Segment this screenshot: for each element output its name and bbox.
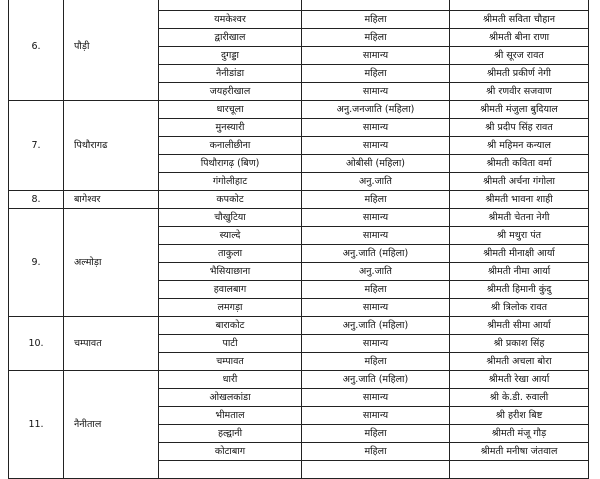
chairperson-name-cell: श्रीमती नीमा आर्या	[450, 263, 589, 281]
block-cell	[159, 0, 302, 11]
block-cell: मुनस्यारी	[159, 119, 302, 137]
block-cell: भीमताल	[159, 407, 302, 425]
category-cell: महिला	[302, 443, 450, 461]
chairperson-name-cell: श्रीमती मंजू गौड़	[450, 425, 589, 443]
category-cell: अनु.जाति (महिला)	[302, 371, 450, 389]
chairperson-name-cell: श्रीमती प्रकीर्ण नेगी	[450, 65, 589, 83]
chairperson-name-cell: श्रीमती मीनाक्षी आर्या	[450, 245, 589, 263]
block-cell: दुगड्डा	[159, 47, 302, 65]
chairperson-name-cell: श्रीमती अचला बोरा	[450, 353, 589, 371]
block-cell: गंगोलीहाट	[159, 173, 302, 191]
chairperson-name-cell	[450, 0, 589, 11]
category-cell: महिला	[302, 425, 450, 443]
category-cell: सामान्य	[302, 119, 450, 137]
block-cell: ओखलकांडा	[159, 389, 302, 407]
serial-number-cell: 9.	[9, 209, 64, 317]
category-cell: सामान्य	[302, 209, 450, 227]
block-cell: चौखुटिया	[159, 209, 302, 227]
category-cell: महिला	[302, 65, 450, 83]
district-cell: चम्पावत	[64, 317, 159, 371]
chairperson-name-cell: श्री सूरज रावत	[450, 47, 589, 65]
category-cell: सामान्य	[302, 83, 450, 101]
category-cell: अनु.जनजाति (महिला)	[302, 101, 450, 119]
table-row	[9, 371, 589, 389]
chairperson-name-cell: श्रीमती अर्चना गंगोला	[450, 173, 589, 191]
chairperson-name-cell: श्रीमती रेखा आर्या	[450, 371, 589, 389]
district-cell: पिथौरागढ	[64, 101, 159, 191]
category-cell: सामान्य	[302, 137, 450, 155]
chairperson-name-cell: श्री त्रिलोक रावत	[450, 299, 589, 317]
chairperson-name-cell: श्रीमती मंजुला बुदियाल	[450, 101, 589, 119]
category-cell	[302, 461, 450, 479]
chairperson-name-cell: श्री हरीश बिष्ट	[450, 407, 589, 425]
category-cell: सामान्य	[302, 389, 450, 407]
table-row	[9, 0, 589, 11]
table-body	[9, 0, 589, 479]
district-cell: अल्मोड़ा	[64, 209, 159, 317]
table-row	[9, 191, 589, 209]
district-cell: पौड़ी	[64, 0, 159, 101]
table-row	[9, 317, 589, 335]
chairperson-name-cell: श्री रणवीर सजवाण	[450, 83, 589, 101]
chairperson-name-cell: श्रीमती हिमानी कुंदु	[450, 281, 589, 299]
block-cell: जयहरीखाल	[159, 83, 302, 101]
block-cell: हवालबाग	[159, 281, 302, 299]
chairperson-name-cell: श्रीमती चेतना नेगी	[450, 209, 589, 227]
block-cell: कनालीछीना	[159, 137, 302, 155]
category-cell: महिला	[302, 29, 450, 47]
block-cell: पाटी	[159, 335, 302, 353]
category-cell: सामान्य	[302, 227, 450, 245]
district-cell: नैनीताल	[64, 371, 159, 479]
serial-number-cell: 6.	[9, 0, 64, 101]
category-cell: सामान्य	[302, 407, 450, 425]
block-cell: नैनीडांडा	[159, 65, 302, 83]
category-cell: ओबीसी (महिला)	[302, 155, 450, 173]
block-cell: धारचूला	[159, 101, 302, 119]
chairperson-name-cell	[450, 461, 589, 479]
block-cell: चम्पावत	[159, 353, 302, 371]
block-cell: हल्द्वानी	[159, 425, 302, 443]
category-cell: सामान्य	[302, 299, 450, 317]
block-cell: स्याल्दे	[159, 227, 302, 245]
category-cell: महिला	[302, 191, 450, 209]
category-cell: अनु.जाति (महिला)	[302, 245, 450, 263]
block-cell	[159, 461, 302, 479]
serial-number-cell: 7.	[9, 101, 64, 191]
category-cell: महिला	[302, 11, 450, 29]
table-row	[9, 101, 589, 119]
category-cell: अनु.जाति	[302, 263, 450, 281]
chairperson-name-cell: श्रीमती बीना राणा	[450, 29, 589, 47]
chairperson-name-cell: श्रीमती सीमा आर्या	[450, 317, 589, 335]
block-cell: यमकेश्वर	[159, 11, 302, 29]
block-cell: ताकुला	[159, 245, 302, 263]
chairperson-name-cell: श्रीमती कविता वर्मा	[450, 155, 589, 173]
block-cell: पिथौरागढ़ (बिण)	[159, 155, 302, 173]
category-cell: अनु.जाति (महिला)	[302, 317, 450, 335]
chairperson-name-cell: श्री के.डी. रुवाली	[450, 389, 589, 407]
block-cell: द्वारीखाल	[159, 29, 302, 47]
serial-number-cell: 8.	[9, 191, 64, 209]
category-cell	[302, 0, 450, 11]
category-cell: महिला	[302, 353, 450, 371]
category-cell: सामान्य	[302, 335, 450, 353]
chairperson-name-cell: श्रीमती मनीषा जंतवाल	[450, 443, 589, 461]
category-cell: सामान्य	[302, 47, 450, 65]
category-cell: अनु.जाति	[302, 173, 450, 191]
chairperson-name-cell: श्री महिमन कन्याल	[450, 137, 589, 155]
chairperson-name-cell: श्रीमती भावना शाही	[450, 191, 589, 209]
chairperson-name-cell: श्रीमती सविता चौहान	[450, 11, 589, 29]
block-cell: लमगड़ा	[159, 299, 302, 317]
reservation-table	[8, 0, 589, 479]
chairperson-name-cell: श्री मथुरा पंत	[450, 227, 589, 245]
block-cell: धारी	[159, 371, 302, 389]
serial-number-cell: 11.	[9, 371, 64, 479]
chairperson-name-cell: श्री प्रकाश सिंह	[450, 335, 589, 353]
table-row	[9, 209, 589, 227]
block-cell: कपकोट	[159, 191, 302, 209]
block-cell: कोटाबाग	[159, 443, 302, 461]
category-cell: महिला	[302, 281, 450, 299]
block-cell: बाराकोट	[159, 317, 302, 335]
chairperson-name-cell: श्री प्रदीप सिंह रावत	[450, 119, 589, 137]
serial-number-cell: 10.	[9, 317, 64, 371]
reservation-list-sheet	[8, 0, 588, 479]
district-cell: बागेश्वर	[64, 191, 159, 209]
block-cell: भैसियाछाना	[159, 263, 302, 281]
